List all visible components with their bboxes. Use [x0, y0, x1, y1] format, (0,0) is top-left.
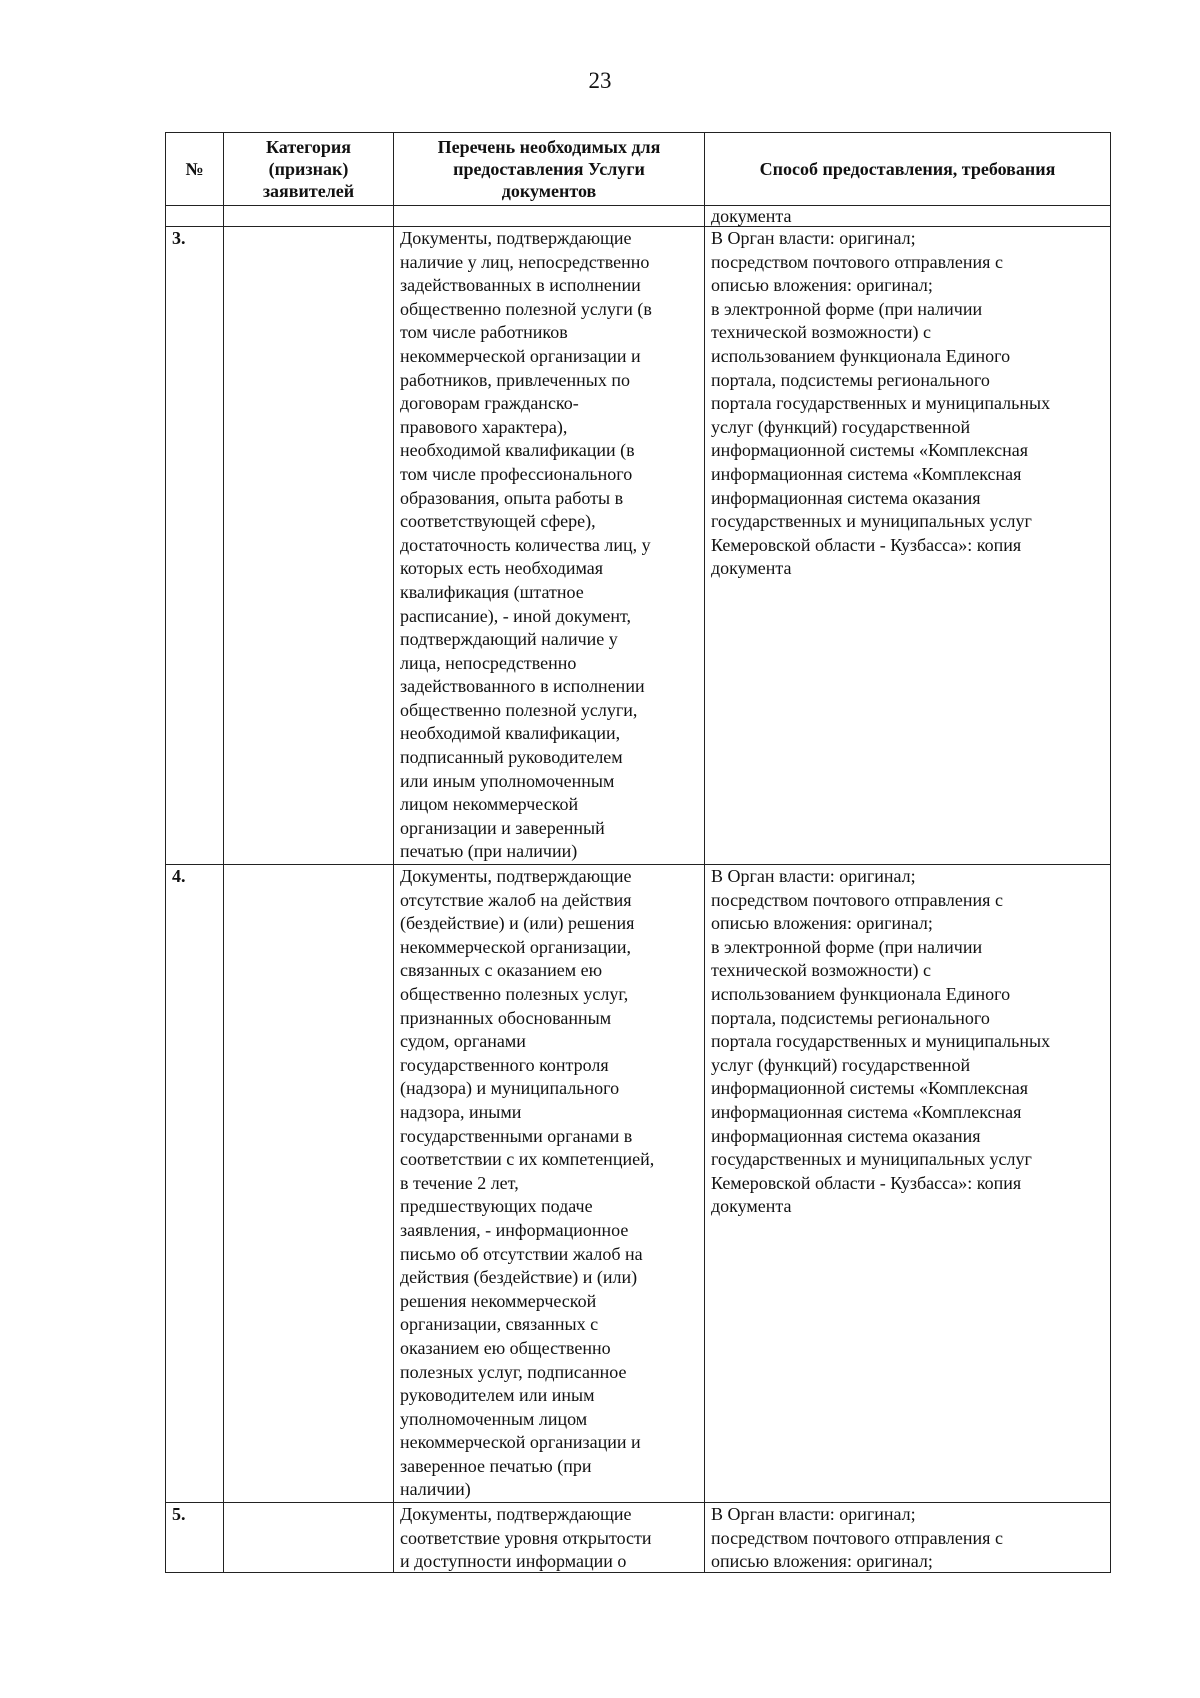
header-documents: Перечень необходимых для предоставления Услуги документов [394, 133, 705, 206]
cell-category [224, 206, 394, 227]
cell-method: документа [705, 206, 1111, 227]
header-method: Способ предоставления, требования [705, 133, 1111, 206]
header-number: № [166, 133, 224, 206]
cell-documents: Документы, подтверждающие отсутствие жалоб на действия (бездействие) и (или) решения некоммерческой организации, связанных с оказанием ею общественно полезных услуг, признанных обоснованным судом, органами государственного контроля (надзора) и муниципального надзора, иными государственными органами в соответствии с их компетенцией, в течение 2 лет, предшествующих подаче заявления, - информационное письмо об отсутствии жалоб на действия (бездействие) и (или) решения некоммерческой организации, связанных с оказанием ею общественно полезных услуг, подписанное руководителем или иным уполномоченным лицом некоммерческой организации и заверенное печатью (при наличии) [394, 865, 705, 1503]
cell-category-empty [224, 865, 394, 1503]
header-category: Категория (признак) заявителей [224, 133, 394, 206]
cell-documents-text: Документы, подтверждающие соответствие уровня открытости и доступности информации о [400, 1504, 652, 1572]
table-header-row [166, 133, 1111, 206]
cell-number [166, 206, 224, 227]
row-number: 4. [166, 865, 224, 1503]
cell-category-empty [224, 1503, 394, 1573]
table-row [166, 865, 1111, 1503]
page-number: 23 [588, 68, 612, 93]
cell-method: В Орган власти: оригинал; посредством почтового отправления с описью вложения: оригинал; в электронной форме (при наличии технической возможности) с использованием функционала Единого портала, подсистемы регионального портала государственных и муниципальных услуг (функций) государственной информационной системы «Комплексная информационная система «Комплексная информационная система оказания государственных и муниципальных услуг Кемеровской области - Кузбасса»: копия документа [705, 227, 1111, 865]
cell-documents [394, 1503, 705, 1573]
cell-method [705, 1503, 1111, 1573]
table-row-continued [166, 206, 1111, 227]
cell-documents: Документы, подтверждающие наличие у лиц, непосредственно задействованных в исполнении общественно полезной услуги (в том числе работников некоммерческой организации и работников, привлеченных по договорам гражданско- правового характера), необходимой квалификации (в том числе профессионального образования, опыта работы в соответствующей сфере), достаточность количества лиц, у которых есть необходимая квалификация (штатное расписание), - иной документ, подтверждающий наличие у лица, непосредственно задействованного в исполнении общественно полезной услуги, необходимой квалификации, подписанный руководителем или иным уполномоченным лицом некоммерческой организации и заверенный печатью (при наличии) [394, 227, 705, 865]
cell-category-empty [224, 227, 394, 865]
cell-documents [394, 206, 705, 227]
documents-table [165, 132, 1111, 1573]
table-row [166, 1503, 1111, 1573]
row-number: 3. [166, 227, 224, 865]
cell-method: В Орган власти: оригинал; посредством почтового отправления с описью вложения: оригинал; в электронной форме (при наличии технической возможности) с использованием функционала Единого портала, подсистемы регионального портала государственных и муниципальных услуг (функций) государственной информационной системы «Комплексная информационная система «Комплексная информационная система оказания государственных и муниципальных услуг Кемеровской области - Кузбасса»: копия документа [705, 865, 1111, 1503]
cell-method-text: В Орган власти: оригинал; посредством почтового отправления с описью вложения: оригинал; [711, 1504, 1003, 1572]
table-row [166, 227, 1111, 865]
row-number: 5. [166, 1503, 224, 1573]
